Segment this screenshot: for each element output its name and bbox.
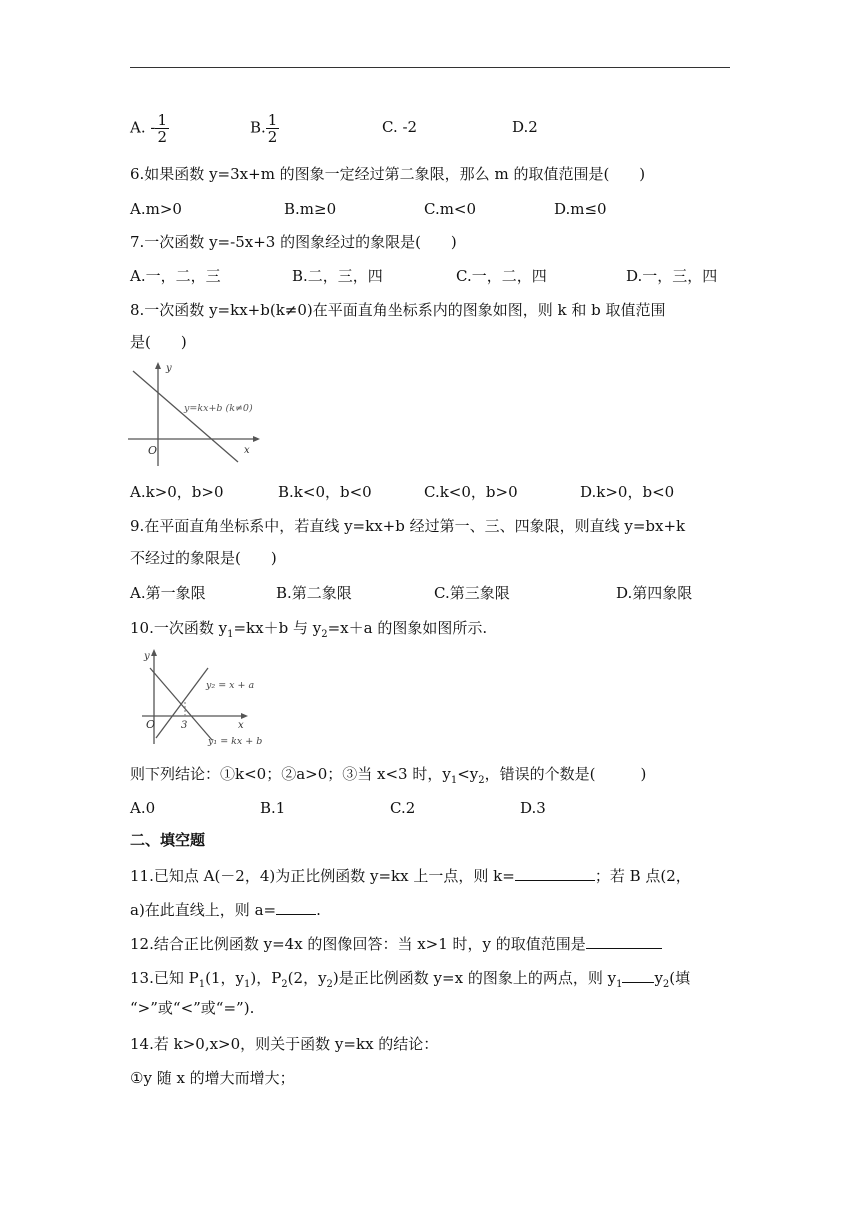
q10-label-y1: y₁ = kx + b [208,736,263,747]
q13-line1: 13.已知 $P_1(1$，$y_1$)，$P_2(2$，$y_2$)是正比例函数 y=x 的图象上的两点，则 $y_1$ $y_2$(填 [130,966,690,995]
q6-option-b: B.m≥0 [284,200,337,218]
q9-option-b: B.第二象限 [276,584,352,602]
q6-option-d: D.m≤0 [554,200,607,218]
q12-line: 12.结合正比例函数 y=4x 的图像回答：当 x>1 时，y 的取值范围是 [130,932,662,954]
q6-option-a: A.m>0 [130,200,182,218]
q10-tick-label: 3 [181,720,188,731]
q11-line1: 11.已知点 A(－2，4)为正比例函数 y=kx 上一点，则 k= ；若 B 点(2， [130,864,691,886]
q8-y-arrow [155,362,161,369]
q5-option-c: C. -2 [382,118,418,136]
q7-option-d: D.一，三，四 [626,267,718,285]
q8-option-d: D.k>0，b<0 [580,483,675,501]
q11-line2: a)在此直线上，则 a= . [130,898,321,920]
q10-option-b: B.1 [260,799,286,817]
q7-option-b: B.二，三，四 [292,267,383,285]
q8-option-b: B.k<0，b<0 [278,483,372,501]
q10-stem: 10.一次函数 $y_1=kx+b$ 与 $y_2=x+a$ 的图象如图所示. [130,619,488,640]
q10-option-a: A.0 [130,799,156,817]
q10-option-d: D.3 [520,799,546,817]
section-heading-fill-in: 二、填空题 [130,831,206,849]
q9-stem-line1: 9.在平面直角坐标系中，若直线 y=kx+b 经过第一、三、四象限，则直线 y=bx+k [130,517,686,535]
q8-axis-x-label: x [244,445,250,456]
q10-y-arrow [151,649,157,656]
q10-graph [140,646,280,750]
q10-x-arrow [241,713,248,719]
q8-graph [126,360,266,468]
q8-option-c: C.k<0，b>0 [424,483,518,501]
q10-label-y2: y₂ = x + a [206,680,255,691]
q8-origin-label: O [148,444,158,457]
q14-stem: 14.若 k>0,x>0，则关于函数 y=kx 的结论： [130,1035,439,1053]
q9-option-c: C.第三象限 [434,584,510,602]
q9-option-d: D.第四象限 [616,584,693,602]
q10-option-c: C.2 [390,799,416,817]
q10-axis-y-label: y [144,651,150,662]
q14-item1: ①y 随 x 的增大而增大； [130,1069,295,1087]
q6-option-c: C.m<0 [424,200,477,218]
q5-option-a: A. - $\frac{1}{2}$ [130,111,167,146]
q8-stem-line1: 8.一次函数 y=kx+b(k≠0)在平面直角坐标系内的图象如图，则 k 和 b 取值范围 [130,301,666,319]
q7-option-a: A.一，二，三 [130,267,221,285]
q12-blank[interactable] [586,932,662,949]
q10-axis-x-label: x [238,720,244,731]
q5-option-d: D.2 [512,118,538,136]
q6-stem: 6.如果函数 y=3x+m 的图象一定经过第二象限，那么 m 的取值范围是( ) [130,165,646,183]
q9-option-a: A.第一象限 [130,584,206,602]
q13-line2: “>”或“<”或“=”). [130,999,255,1017]
q9-stem-line2: 不经过的象限是( ) [130,549,277,567]
q5-option-b: B. $\frac{1}{2}$ [250,111,278,146]
q8-x-arrow [253,436,260,442]
q8-axis-y-label: y [166,363,172,374]
q11-blank-k[interactable] [515,864,595,881]
q10-conclusions: 则下列结论：①k<0；②a>0；③当 x<3 时，$y_1<y_2$，错误的个数是( ) [130,765,647,786]
header-rule [130,67,730,68]
q13-blank[interactable] [622,966,654,983]
q10-origin-label: O [146,718,156,731]
q7-stem: 7.一次函数 y=-5x+3 的图象经过的象限是( ) [130,233,457,251]
q8-option-a: A.k>0，b>0 [130,483,224,501]
q8-function-label: y=kx+b (k≠0) [184,403,253,414]
q8-stem-line2: 是( ) [130,333,187,351]
q7-option-c: C.一，二，四 [456,267,547,285]
q11-blank-a[interactable] [276,898,316,915]
